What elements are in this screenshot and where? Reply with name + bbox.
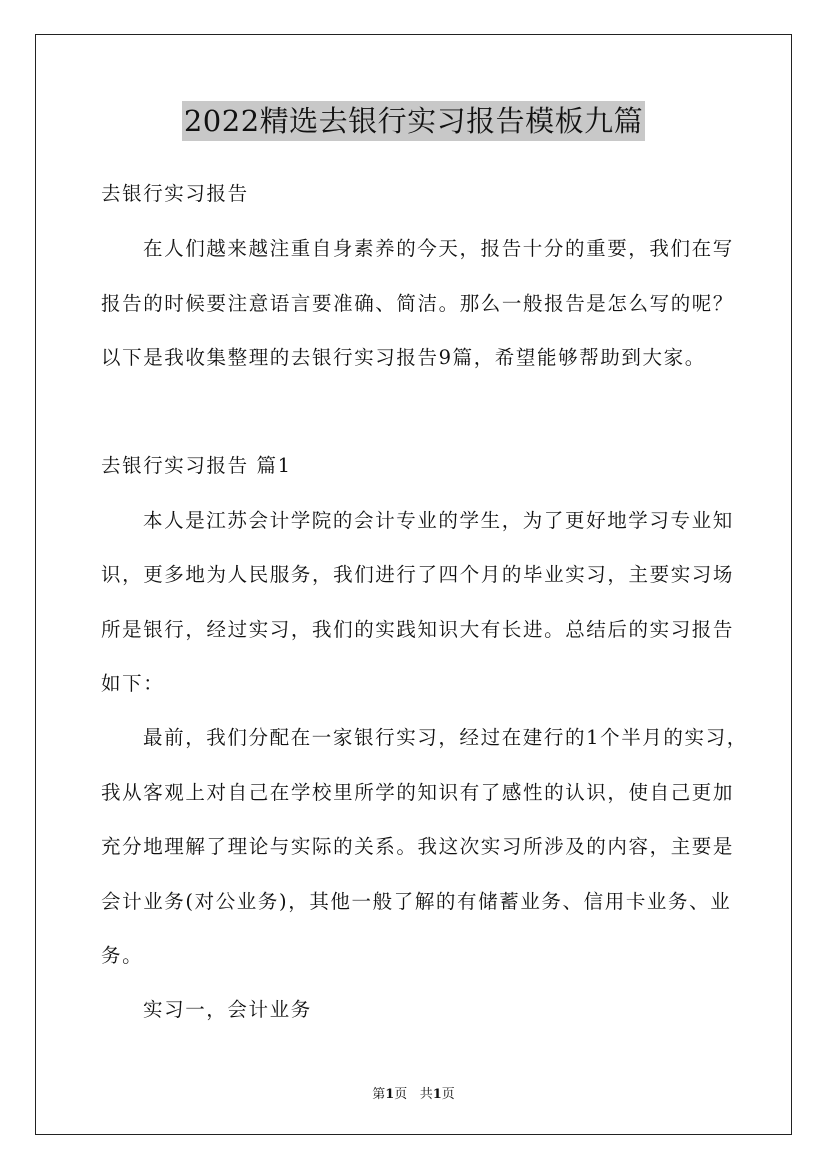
paragraph-line: 以下是我收集整理的去银行实习报告9篇，希望能够帮助到大家。	[101, 346, 706, 369]
paragraph-line: 识，更多地为人民服务，我们进行了四个月的毕业实习，主要实习场	[101, 563, 735, 586]
paragraph-line: 报告的时候要注意语言要准确、简洁。那么一般报告是怎么写的呢？	[101, 292, 735, 315]
paragraph-line: 在人们越来越注重自身素养的今天，报告十分的重要，我们在写	[143, 237, 734, 260]
paragraph-line: 务。	[101, 944, 144, 967]
paragraph-line: 所是银行，经过实习，我们的实践知识大有长进。总结后的实习报告	[101, 618, 735, 641]
footer-page-label: 第	[372, 1087, 386, 1102]
paragraph-line: 最前，我们分配在一家银行实习，经过在建行的1个半月的实习，	[143, 726, 748, 749]
section-heading: 去银行实习报告	[101, 182, 249, 205]
footer-total-label: 共	[419, 1087, 433, 1102]
document-title: 2022精选去银行实习报告模板九篇	[182, 101, 645, 141]
footer-page-number: 1	[385, 1087, 395, 1102]
footer-total-number: 1	[432, 1087, 442, 1102]
footer-page-unit: 页	[394, 1087, 408, 1102]
paragraph-line: 实习一，会计业务	[143, 998, 312, 1021]
paragraph-line: 我从客观上对自己在学校里所学的知识有了感性的认识，使自己更加	[101, 781, 735, 804]
footer-total-unit: 页	[441, 1087, 455, 1102]
paragraph-line: 充分地理解了理论与实际的关系。我这次实习所涉及的内容，主要是	[101, 835, 735, 858]
document-title-block	[0, 101, 827, 141]
section-heading: 去银行实习报告 篇1	[101, 454, 292, 477]
paragraph-line: 本人是江苏会计学院的会计专业的学生，为了更好地学习专业知	[143, 509, 734, 532]
paragraph-line: 会计业务(对公业务)，其他一般了解的有储蓄业务、信用卡业务、业	[101, 890, 732, 913]
paragraph-line: 如下：	[101, 672, 165, 695]
page-footer	[0, 1083, 827, 1102]
